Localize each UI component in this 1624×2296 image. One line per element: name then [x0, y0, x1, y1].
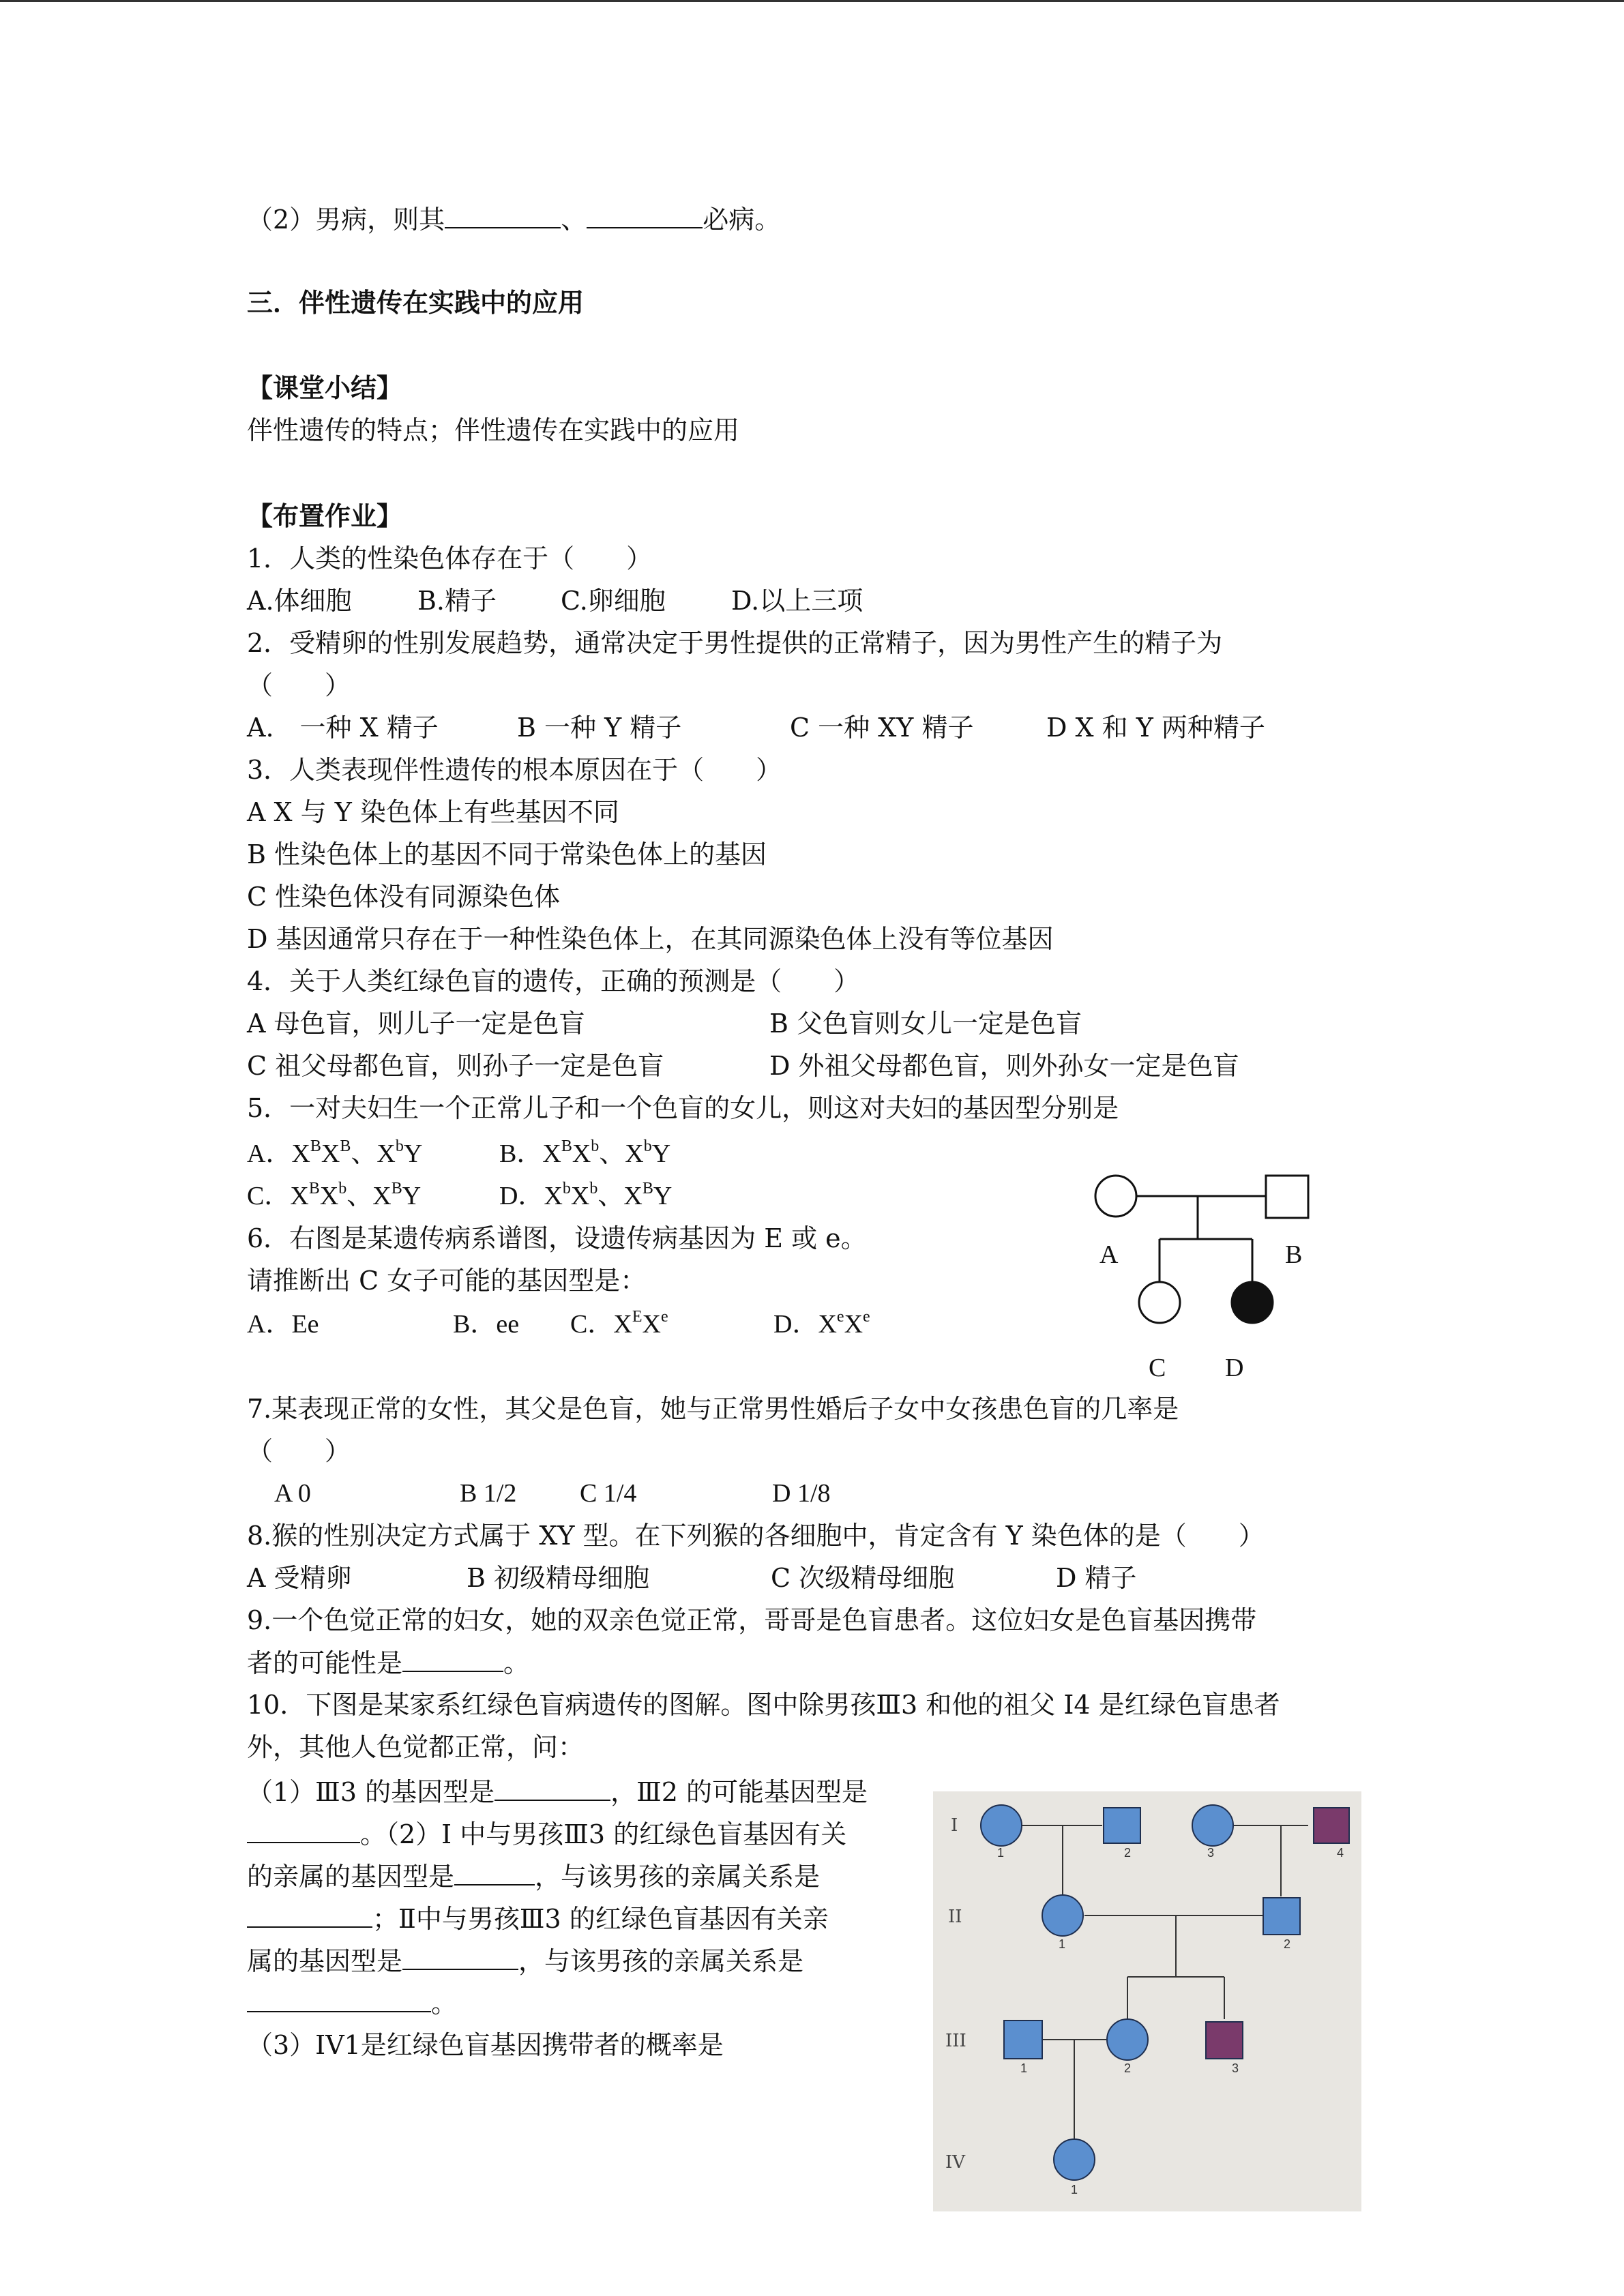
q3-option-c: C 性染色体没有同源染色体 [247, 882, 561, 912]
q10-stem: 10．下图是某家系红绿色盲病遗传的图解。图中除男孩Ⅲ3 和他的祖父 I4 是红绿色盲患者 [247, 1690, 1280, 1720]
q4-stem: 4．关于人类红绿色盲的遗传，正确的预测是（ ） [247, 966, 860, 996]
person-I4-male-affected [1314, 1808, 1349, 1843]
label-c: C [1149, 1354, 1166, 1382]
label-d: D [1225, 1354, 1244, 1382]
q1-option-c: C.卵细胞 [561, 586, 666, 616]
q6-option-c: C．$X^EXe$ [570, 1308, 668, 1339]
person-I2-male-normal [1104, 1808, 1140, 1843]
generation-label-II: II [948, 1907, 962, 1927]
q10-pedigree-figure [933, 1791, 1361, 2211]
fill-blank[interactable] [402, 1646, 503, 1672]
q7-option-a: A 0 [274, 1479, 311, 1508]
generation-label-I: I [951, 1815, 958, 1836]
child-c-female-symbol [1139, 1282, 1180, 1323]
q1-stem: 1．人类的性染色体存在于（ ） [247, 543, 653, 573]
label-a: A [1099, 1240, 1119, 1269]
q6-stem2: 请推断出 C 女子可能的基因型是： [247, 1266, 647, 1296]
homework-heading: 【布置作业】 [247, 501, 403, 531]
section-3-title: 三．伴性遗传在实践中的应用 [247, 287, 585, 318]
q2-option-a: A. 一种 X 精子 [247, 713, 439, 743]
person-III1-male-normal [1004, 2021, 1042, 2059]
q3-stem: 3．人类表现伴性遗传的根本原因在于（ ） [247, 755, 782, 785]
svg-text:1: 1 [997, 1846, 1005, 1860]
q5-option-a: A．$X^BX^B$、$X^bY$ [247, 1137, 423, 1168]
person-III3-male-affected [1206, 2022, 1243, 2059]
q1-option-b: B.精子 [417, 586, 497, 616]
q7-paren: （ ） [247, 1436, 351, 1466]
label-b: B [1285, 1240, 1303, 1269]
parent-male-symbol [1266, 1176, 1308, 1218]
svg-text:1: 1 [1020, 2061, 1028, 2075]
q8-option-a: A 受精卵 [247, 1563, 352, 1593]
q2-option-c: C 一种 XY 精子 [790, 713, 974, 743]
fill-blank[interactable] [247, 1986, 431, 2012]
person-II2-male-normal [1263, 1898, 1300, 1935]
fill-blank[interactable] [454, 1860, 535, 1885]
q2-option-d: D X 和 Y 两种精子 [1046, 713, 1265, 743]
summary-heading: 【课堂小结】 [247, 372, 403, 403]
q10-line3: 的亲属的基因型是 ，与该男孩的亲属关系是 [247, 1860, 820, 1893]
q10-line1: （1）Ⅲ3 的基因型是 ，Ⅲ2 的可能基因型是 [247, 1775, 868, 1808]
person-I1-female-normal [981, 1805, 1022, 1846]
q2-option-b: B 一种 Y 精子 [517, 713, 682, 743]
svg-text:3: 3 [1207, 1846, 1215, 1860]
q4-option-b: B 父色盲则女儿一定是色盲 [769, 1009, 1082, 1039]
svg-text:3: 3 [1232, 2061, 1239, 2075]
q1-option-d: D.以上三项 [731, 586, 863, 616]
person-III2-female-normal [1107, 2019, 1148, 2060]
summary-text: 伴性遗传的特点；伴性遗传在实践中的应用 [247, 415, 740, 445]
q6-option-d: D．XeXe [773, 1308, 870, 1339]
q2-paren: （ ） [247, 670, 351, 700]
svg-text:2: 2 [1124, 1846, 1132, 1860]
line-male-disease: （2）男病，则其 、 必病。 [247, 203, 780, 236]
top-border [0, 0, 1624, 2]
person-II1-female-normal [1042, 1895, 1083, 1936]
q7-stem: 7.某表现正常的女性，其父是色盲，她与正常男性婚后子女中女孩患色盲的几率是 [247, 1394, 1179, 1424]
q7-option-b: B 1/2 [460, 1479, 517, 1508]
person-I3-female-normal [1192, 1805, 1233, 1846]
child-d-affected-female-symbol [1232, 1282, 1273, 1323]
q10-line2: 。（2）I 中与男孩Ⅲ3 的红绿色盲基因有关 [247, 1817, 846, 1851]
fill-blank[interactable] [587, 203, 703, 228]
fill-blank[interactable] [247, 1902, 372, 1928]
q7-option-d: D 1/8 [772, 1479, 831, 1508]
q4-option-c: C 祖父母都色盲，则孙子一定是色盲 [247, 1051, 664, 1081]
q6-option-b: B．ee [453, 1310, 520, 1339]
fill-blank[interactable] [494, 1775, 610, 1801]
q8-option-c: C 次级精母细胞 [771, 1563, 955, 1593]
q10-stem2: 外，其他人色觉都正常，问： [247, 1732, 585, 1762]
q5-stem: 5．一对夫妇生一个正常儿子和一个色盲的女儿，则这对夫妇的基因型分别是 [247, 1093, 1119, 1123]
q6-pedigree-figure [1084, 1159, 1330, 1384]
svg-text:2: 2 [1284, 1937, 1291, 1951]
q2-stem: 2．受精卵的性别发展趋势，通常决定于男性提供的正常精子，因为男性产生的精子为 [247, 628, 1223, 658]
q3-option-b: B 性染色体上的基因不同于常染色体上的基因 [247, 839, 767, 869]
q10-line7: （3）IV1是红绿色盲基因携带者的概率是 [247, 2030, 724, 2060]
q3-option-a: A X 与 Y 染色体上有些基因不同 [247, 797, 619, 827]
q5-option-b: B．$X^BX^b$、$X^bY$ [499, 1137, 671, 1168]
q5-option-c: C．$X^BX^b$、$X^BY$ [247, 1180, 422, 1210]
fill-blank[interactable] [247, 1817, 360, 1843]
svg-text:1: 1 [1071, 2183, 1078, 2196]
svg-text:4: 4 [1337, 1846, 1344, 1860]
person-IV1-female-normal [1054, 2139, 1095, 2180]
svg-text:1: 1 [1059, 1937, 1066, 1951]
q6-option-a: A．Ee [247, 1310, 319, 1339]
q8-option-b: B 初级精母细胞 [467, 1563, 650, 1593]
svg-text:2: 2 [1124, 2061, 1132, 2075]
q4-option-d: D 外祖父母都色盲，则外孙女一定是色盲 [769, 1051, 1239, 1081]
q7-option-c: C 1/4 [580, 1479, 637, 1508]
q10-line6: 。 [247, 1986, 457, 2020]
q9-line2: 者的可能性是 。 [247, 1646, 529, 1680]
q5-option-d: D．$X^bX^b$、$X^BY$ [499, 1180, 673, 1210]
fill-blank[interactable] [402, 1944, 518, 1970]
q10-line4: ；Ⅱ中与男孩Ⅲ3 的红绿色盲基因有关亲 [247, 1902, 829, 1935]
generation-label-III: III [945, 2031, 966, 2051]
parent-female-symbol [1095, 1176, 1136, 1217]
q10-pedigree-svg [933, 1791, 1361, 2211]
q1-option-a: A.体细胞 [247, 586, 352, 616]
q6-stem: 6．右图是某遗传病系谱图，设遗传病基因为 E 或 e。 [247, 1223, 867, 1253]
q3-option-d: D 基因通常只存在于一种性染色体上，在其同源染色体上没有等位基因 [247, 924, 1054, 954]
q4-option-a: A 母色盲，则儿子一定是色盲 [247, 1009, 585, 1039]
q9-stem: 9.一个色觉正常的妇女，她的双亲色觉正常，哥哥是色盲患者。这位妇女是色盲基因携带 [247, 1605, 1257, 1635]
q8-option-d: D 精子 [1056, 1563, 1137, 1593]
q8-stem: 8.猴的性别决定方式属于 XY 型。在下列猴的各细胞中，肯定含有 Y 染色体的是（ ） [247, 1521, 1265, 1551]
generation-label-IV: IV [945, 2152, 966, 2173]
q10-line5: 属的基因型是 ，与该男孩的亲属关系是 [247, 1944, 803, 1978]
fill-blank[interactable] [445, 203, 561, 228]
